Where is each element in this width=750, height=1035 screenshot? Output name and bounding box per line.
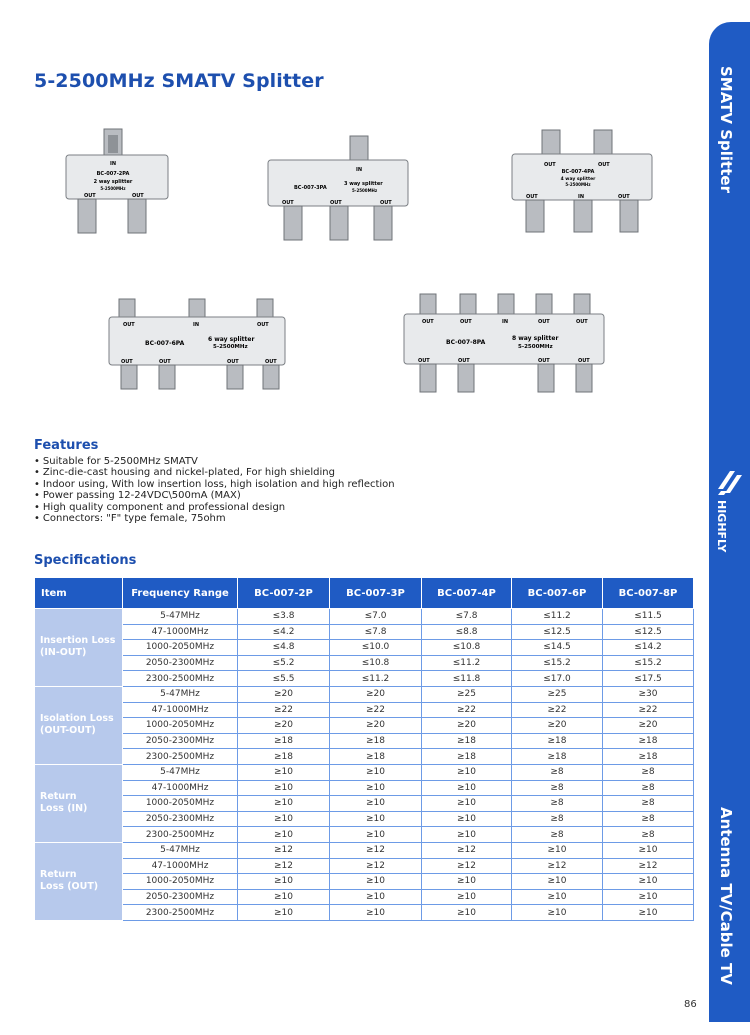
value-cell: ≥10 — [330, 874, 422, 890]
out-port-label: OUT — [598, 162, 610, 168]
table-row — [35, 640, 694, 656]
value-cell: ≥18 — [330, 749, 422, 765]
value-cell: ≤5.2 — [238, 655, 330, 671]
value-cell: ≥10 — [330, 796, 422, 812]
value-cell: ≥20 — [238, 718, 330, 734]
frequency-cell: 1000-2050MHz — [123, 640, 238, 656]
value-cell: ≤11.5 — [603, 609, 694, 625]
out-port-label: OUT — [422, 319, 434, 325]
frequency-cell: 5-47MHz — [123, 609, 238, 625]
table-row — [35, 655, 694, 671]
column-header: Frequency Range — [123, 578, 238, 609]
value-cell: ≤12.5 — [512, 624, 603, 640]
spec-group-label — [35, 686, 123, 764]
value-cell: ≥10 — [422, 811, 512, 827]
value-cell: ≥30 — [603, 686, 694, 702]
out-port-label: OUT — [282, 200, 294, 206]
splitter-4way-image — [508, 128, 658, 236]
in-port-label: IN — [578, 194, 585, 200]
value-cell: ≥10 — [512, 905, 603, 921]
frequency-cell: 2300-2500MHz — [123, 905, 238, 921]
value-cell: ≥8 — [512, 811, 603, 827]
value-cell: ≥8 — [603, 764, 694, 780]
value-cell: ≥20 — [512, 718, 603, 734]
value-cell: ≥10 — [330, 905, 422, 921]
value-cell: ≥12 — [238, 858, 330, 874]
out-port-label: OUT — [330, 200, 342, 206]
value-cell: ≥10 — [330, 780, 422, 796]
value-cell: ≤11.2 — [422, 655, 512, 671]
value-cell: ≤8.8 — [422, 624, 512, 640]
product-frequency: 5-2500MHz — [213, 344, 248, 350]
sidebar-category-label: Antenna TV/Cable TV — [717, 807, 735, 985]
brand-name: HIGHFLY — [715, 500, 728, 553]
table-row — [35, 609, 694, 625]
value-cell: ≥10 — [512, 874, 603, 890]
value-cell: ≥10 — [330, 827, 422, 843]
product-frequency: 5-2500MHz — [352, 188, 378, 193]
value-cell: ≥22 — [238, 702, 330, 718]
value-cell: ≥12 — [330, 858, 422, 874]
out-port-label: OUT — [418, 358, 430, 364]
value-cell: ≤10.8 — [422, 640, 512, 656]
frequency-cell: 1000-2050MHz — [123, 796, 238, 812]
out-port-label: OUT — [380, 200, 392, 206]
value-cell: ≤11.2 — [512, 609, 603, 625]
in-port-label: IN — [502, 319, 509, 325]
specifications-heading: Specifications — [34, 553, 137, 568]
value-cell: ≤14.2 — [603, 640, 694, 656]
frequency-cell: 2050-2300MHz — [123, 889, 238, 905]
frequency-cell: 5-47MHz — [123, 764, 238, 780]
frequency-cell: 2300-2500MHz — [123, 671, 238, 687]
out-port-label: OUT — [257, 322, 269, 328]
table-row — [35, 811, 694, 827]
table-row — [35, 624, 694, 640]
table-row — [35, 905, 694, 921]
product-model: BC-007-8PA — [446, 339, 486, 346]
splitter-2way-image — [62, 125, 174, 237]
out-port-label: OUT — [132, 193, 144, 199]
feature-item: • Zinc-die-cast housing and nickel-plated, For high shielding — [34, 467, 395, 478]
value-cell: ≤4.8 — [238, 640, 330, 656]
value-cell: ≥10 — [330, 811, 422, 827]
product-frequency: 5-2500MHz — [518, 344, 553, 350]
table-row — [35, 686, 694, 702]
out-port-label: OUT — [123, 322, 135, 328]
out-port-label: OUT — [576, 319, 588, 325]
spec-group-label — [35, 609, 123, 687]
value-cell: ≥10 — [512, 842, 603, 858]
value-cell: ≤12.5 — [603, 624, 694, 640]
value-cell: ≥12 — [422, 858, 512, 874]
value-cell: ≥18 — [512, 733, 603, 749]
value-cell: ≥20 — [238, 686, 330, 702]
value-cell: ≥12 — [330, 842, 422, 858]
frequency-cell: 47-1000MHz — [123, 702, 238, 718]
value-cell: ≥10 — [238, 811, 330, 827]
out-port-label: OUT — [458, 358, 470, 364]
features-heading: Features — [34, 438, 99, 453]
value-cell: ≥12 — [238, 842, 330, 858]
value-cell: ≤7.8 — [422, 609, 512, 625]
value-cell: ≥20 — [330, 718, 422, 734]
frequency-cell: 2300-2500MHz — [123, 749, 238, 765]
value-cell: ≥10 — [330, 764, 422, 780]
value-cell: ≥8 — [512, 764, 603, 780]
value-cell: ≥12 — [422, 842, 512, 858]
value-cell: ≥10 — [238, 905, 330, 921]
frequency-cell: 5-47MHz — [123, 686, 238, 702]
value-cell: ≥8 — [603, 780, 694, 796]
page-title: 5-2500MHz SMATV Splitter — [34, 70, 324, 92]
value-cell: ≥18 — [238, 733, 330, 749]
frequency-cell: 1000-2050MHz — [123, 718, 238, 734]
in-port-label: IN — [193, 322, 200, 328]
frequency-cell: 2050-2300MHz — [123, 733, 238, 749]
spec-group-name: Return — [40, 791, 77, 803]
out-port-label: OUT — [227, 359, 239, 365]
value-cell: ≥10 — [422, 796, 512, 812]
out-port-label: OUT — [618, 194, 630, 200]
sidebar-section-label: SMATV Splitter — [717, 66, 735, 193]
splitter-8way-image — [400, 290, 610, 398]
spec-group-subname: Loss (IN) — [40, 803, 88, 815]
table-row — [35, 702, 694, 718]
highfly-logo-icon — [714, 467, 746, 499]
in-port-label: IN — [109, 161, 117, 167]
product-model: BC-007-4PA — [561, 169, 595, 175]
value-cell: ≥20 — [422, 718, 512, 734]
product-description: 2 way splitter — [93, 179, 133, 185]
feature-item: • Suitable for 5-2500MHz SMATV — [34, 456, 395, 467]
value-cell: ≥20 — [330, 686, 422, 702]
table-row — [35, 733, 694, 749]
column-header: BC-007-8P — [603, 578, 694, 609]
value-cell: ≥10 — [422, 764, 512, 780]
value-cell: ≥10 — [512, 889, 603, 905]
out-port-label: OUT — [121, 359, 133, 365]
frequency-cell: 2300-2500MHz — [123, 827, 238, 843]
value-cell: ≤17.0 — [512, 671, 603, 687]
value-cell: ≤7.0 — [330, 609, 422, 625]
value-cell: ≥10 — [422, 827, 512, 843]
value-cell: ≤5.5 — [238, 671, 330, 687]
value-cell: ≤10.0 — [330, 640, 422, 656]
feature-item: • High quality component and professional design — [34, 502, 395, 513]
value-cell: ≥22 — [603, 702, 694, 718]
value-cell: ≥18 — [422, 749, 512, 765]
value-cell: ≥8 — [512, 796, 603, 812]
feature-item: • Connectors: "F" type female, 75ohm — [34, 513, 395, 524]
out-port-label: OUT — [159, 359, 171, 365]
value-cell: ≤3.8 — [238, 609, 330, 625]
spec-group-label — [35, 764, 123, 842]
value-cell: ≥8 — [603, 796, 694, 812]
spec-group-name: Insertion Loss — [40, 635, 116, 647]
value-cell: ≥10 — [238, 827, 330, 843]
frequency-cell: 47-1000MHz — [123, 780, 238, 796]
spec-group-subname: Loss (OUT) — [40, 881, 99, 893]
value-cell: ≥18 — [330, 733, 422, 749]
table-row — [35, 842, 694, 858]
value-cell: ≤15.2 — [512, 655, 603, 671]
out-port-label: OUT — [460, 319, 472, 325]
value-cell: ≥20 — [603, 718, 694, 734]
spec-group-label — [35, 842, 123, 920]
value-cell: ≥22 — [512, 702, 603, 718]
out-port-label: OUT — [265, 359, 277, 365]
value-cell: ≥8 — [512, 780, 603, 796]
frequency-cell: 2050-2300MHz — [123, 811, 238, 827]
value-cell: ≥10 — [603, 905, 694, 921]
column-header: BC-007-2P — [238, 578, 330, 609]
table-row — [35, 858, 694, 874]
spec-group-subname: (OUT-OUT) — [40, 725, 96, 737]
value-cell: ≥10 — [330, 889, 422, 905]
value-cell: ≥10 — [238, 889, 330, 905]
value-cell: ≥8 — [603, 827, 694, 843]
table-row — [35, 827, 694, 843]
frequency-cell: 47-1000MHz — [123, 624, 238, 640]
sidebar — [709, 22, 750, 1022]
value-cell: ≤17.5 — [603, 671, 694, 687]
value-cell: ≥10 — [238, 874, 330, 890]
spec-group-subname: (IN-OUT) — [40, 647, 87, 659]
product-description: 3 way splitter — [344, 181, 383, 187]
spec-group-name: Isolation Loss — [40, 713, 114, 725]
frequency-cell: 47-1000MHz — [123, 858, 238, 874]
table-row — [35, 796, 694, 812]
table-row — [35, 749, 694, 765]
out-port-label: OUT — [544, 162, 556, 168]
value-cell: ≥10 — [422, 905, 512, 921]
value-cell: ≤11.8 — [422, 671, 512, 687]
value-cell: ≥10 — [603, 874, 694, 890]
value-cell: ≥10 — [238, 764, 330, 780]
value-cell: ≥10 — [422, 874, 512, 890]
feature-item: • Power passing 12-24VDC\500mA (MAX) — [34, 490, 395, 501]
product-model: BC-007-2PA — [96, 171, 130, 177]
table-row — [35, 780, 694, 796]
value-cell: ≥8 — [512, 827, 603, 843]
frequency-cell: 1000-2050MHz — [123, 874, 238, 890]
table-row — [35, 889, 694, 905]
column-header: Item — [35, 578, 123, 609]
table-header-row — [35, 578, 694, 609]
value-cell: ≥18 — [603, 749, 694, 765]
column-header: BC-007-3P — [330, 578, 422, 609]
value-cell: ≤4.2 — [238, 624, 330, 640]
value-cell: ≥12 — [512, 858, 603, 874]
value-cell: ≥10 — [238, 796, 330, 812]
value-cell: ≤15.2 — [603, 655, 694, 671]
splitter-3way-image — [264, 134, 414, 244]
product-description: 4 way splitter — [560, 177, 596, 182]
value-cell: ≥10 — [603, 889, 694, 905]
value-cell: ≥10 — [238, 780, 330, 796]
table-row — [35, 718, 694, 734]
value-cell: ≥10 — [603, 842, 694, 858]
value-cell: ≥22 — [330, 702, 422, 718]
value-cell: ≥25 — [512, 686, 603, 702]
feature-item: • Indoor using, With low insertion loss, high isolation and high reflection — [34, 479, 395, 490]
product-model: BC-007-6PA — [145, 340, 185, 347]
table-row — [35, 671, 694, 687]
out-port-label: OUT — [578, 358, 590, 364]
value-cell: ≥10 — [422, 889, 512, 905]
value-cell: ≥10 — [422, 780, 512, 796]
out-port-label: OUT — [538, 358, 550, 364]
value-cell: ≤7.8 — [330, 624, 422, 640]
table-row — [35, 874, 694, 890]
product-frequency: 5-2500MHz — [565, 182, 591, 187]
value-cell: ≥18 — [238, 749, 330, 765]
page-number: 86 — [684, 999, 697, 1010]
product-frequency: 5-2500MHz — [100, 186, 126, 191]
out-port-label: OUT — [538, 319, 550, 325]
column-header: BC-007-6P — [512, 578, 603, 609]
value-cell: ≤14.5 — [512, 640, 603, 656]
in-port-label: IN — [355, 167, 363, 173]
specifications-table — [34, 577, 694, 921]
product-model: BC-007-3PA — [294, 185, 327, 191]
value-cell: ≤11.2 — [330, 671, 422, 687]
frequency-cell: 5-47MHz — [123, 842, 238, 858]
spec-group-name: Return — [40, 869, 77, 881]
value-cell: ≤10.8 — [330, 655, 422, 671]
value-cell: ≥18 — [512, 749, 603, 765]
value-cell: ≥22 — [422, 702, 512, 718]
value-cell: ≥18 — [603, 733, 694, 749]
value-cell: ≥8 — [603, 811, 694, 827]
value-cell: ≥12 — [603, 858, 694, 874]
column-header: BC-007-4P — [422, 578, 512, 609]
table-row — [35, 764, 694, 780]
value-cell: ≥25 — [422, 686, 512, 702]
features-list — [34, 456, 395, 524]
out-port-label: OUT — [84, 193, 96, 199]
out-port-label: OUT — [526, 194, 538, 200]
product-description: 6 way splitter — [208, 336, 255, 343]
value-cell: ≥18 — [422, 733, 512, 749]
splitter-6way-image — [105, 295, 291, 395]
frequency-cell: 2050-2300MHz — [123, 655, 238, 671]
product-description: 8 way splitter — [512, 335, 559, 342]
